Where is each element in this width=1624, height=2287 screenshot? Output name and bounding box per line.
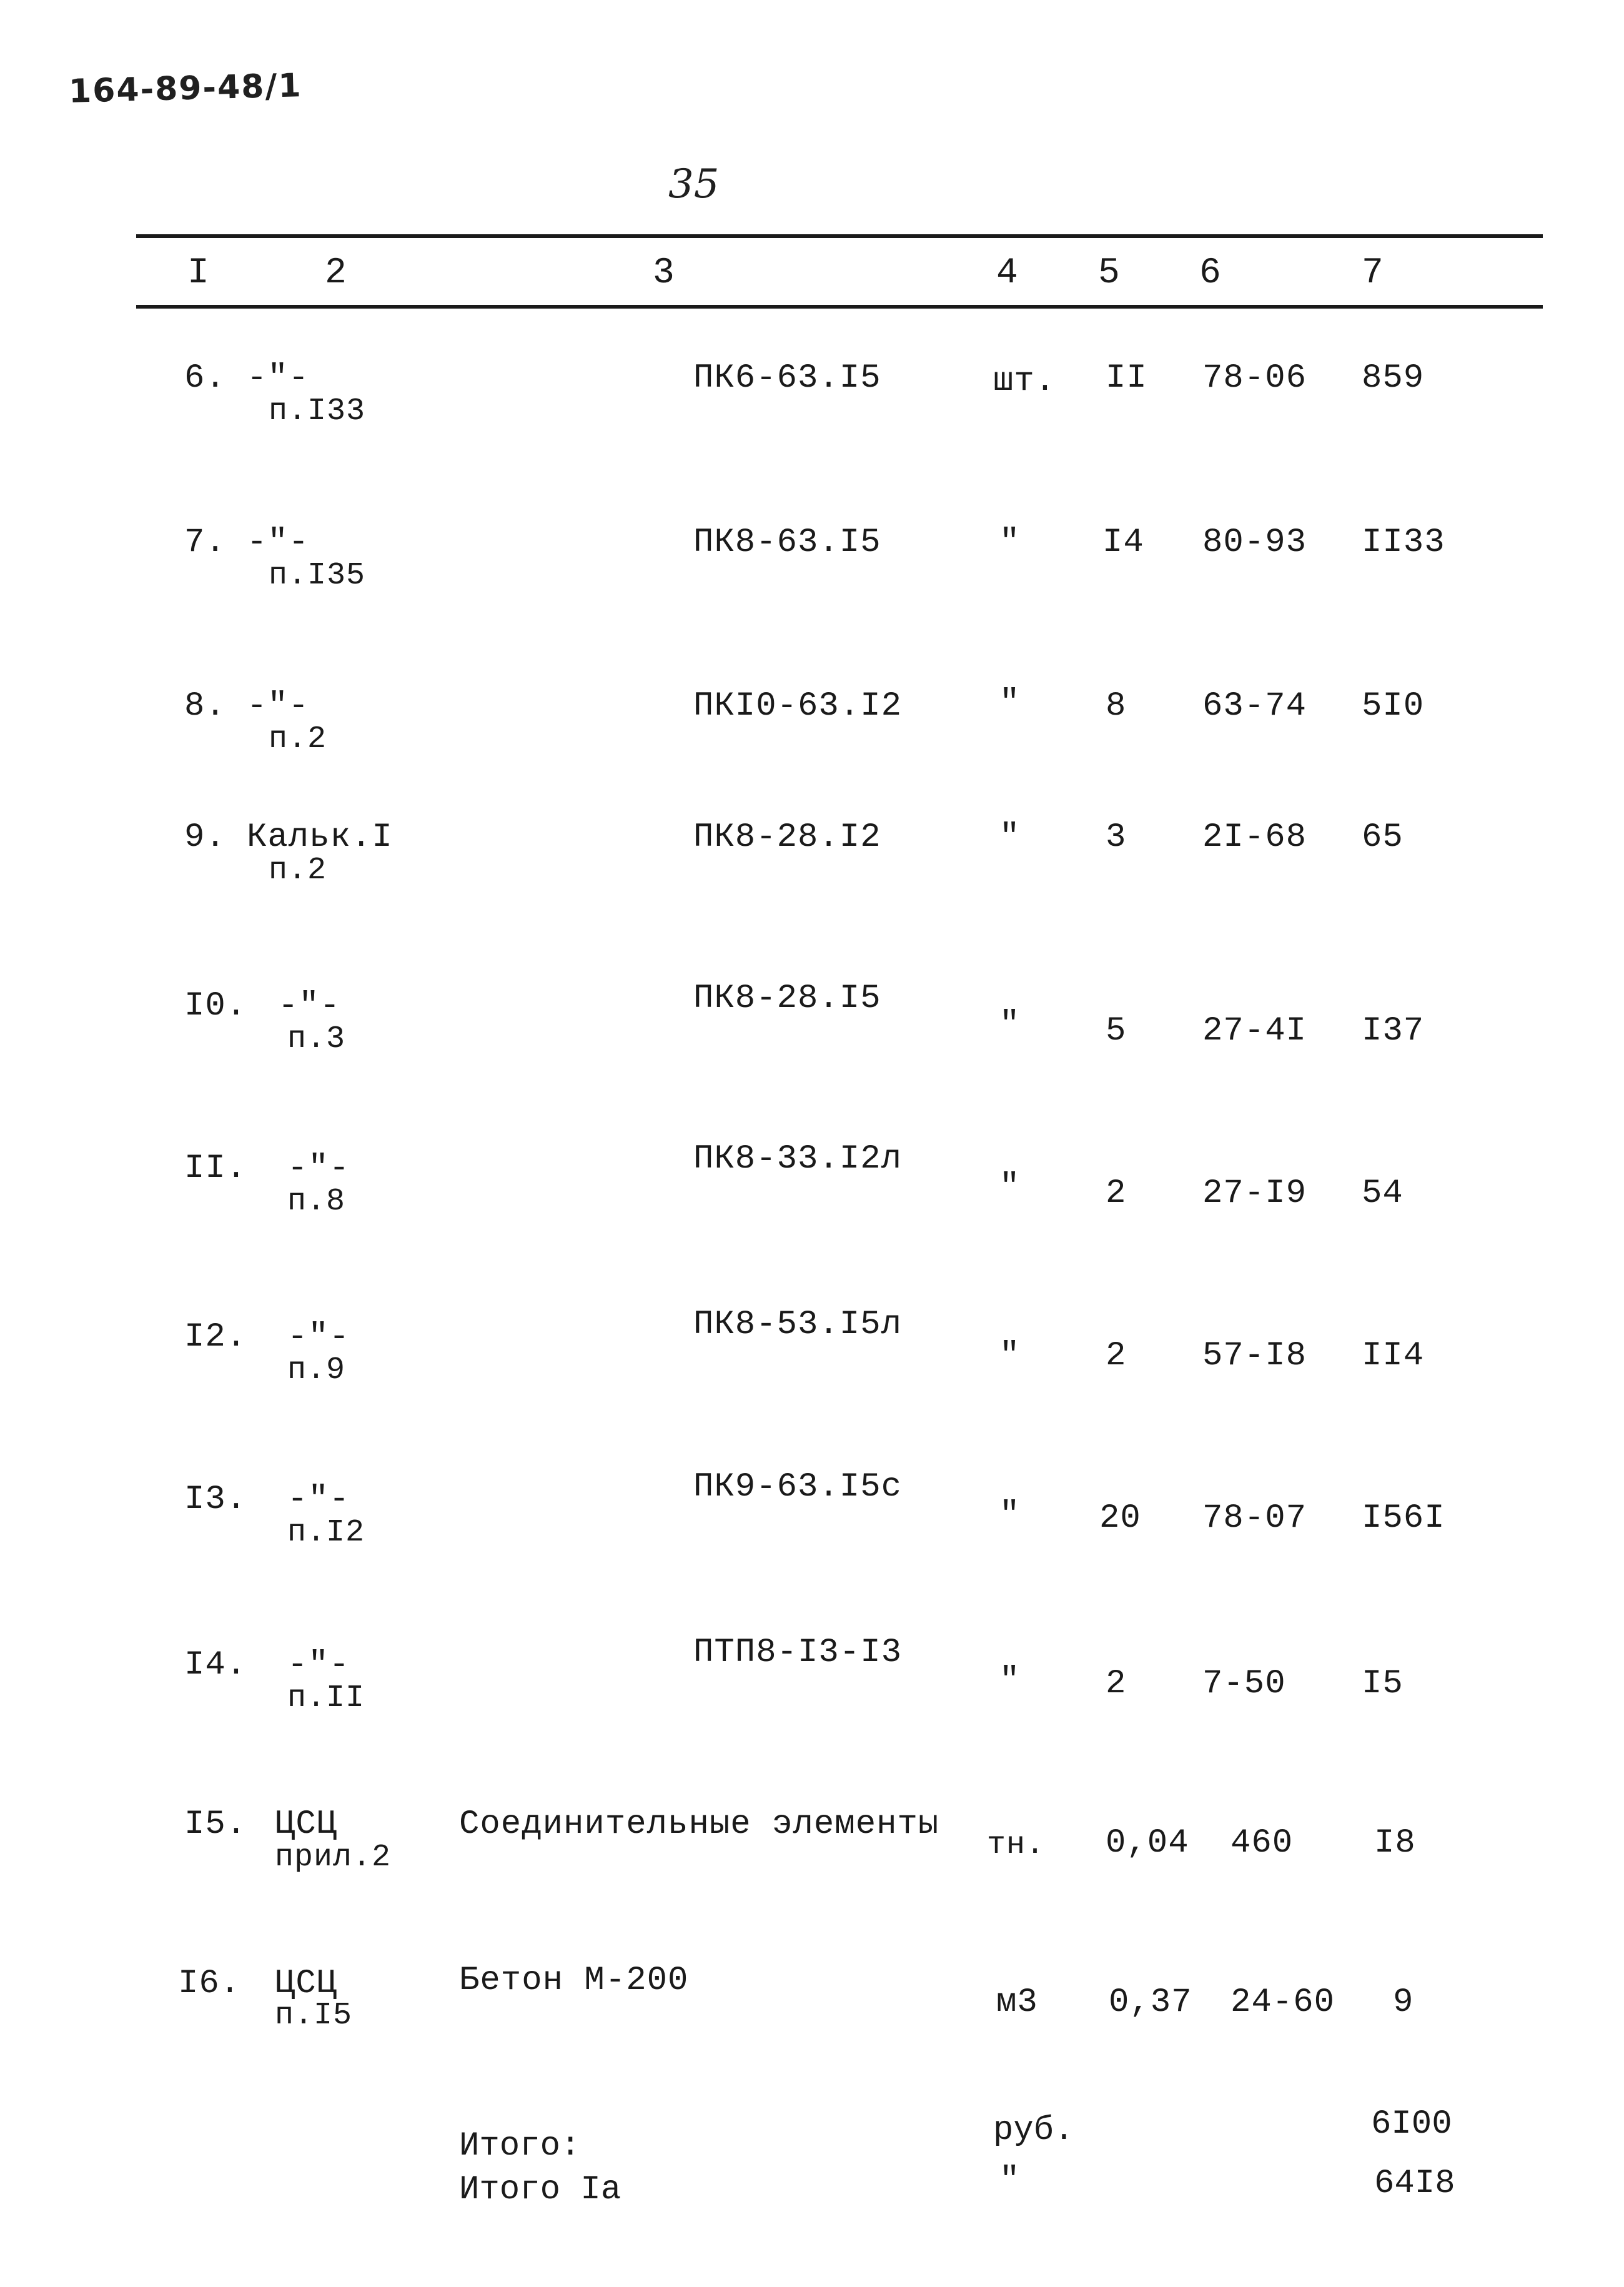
- row-name: Бетон М-200: [459, 1962, 689, 2000]
- row-price: 78-06: [1202, 359, 1307, 397]
- row-number: 6.: [184, 359, 226, 397]
- row-quantity: 20: [1099, 1499, 1141, 1537]
- row-quantity: 5: [1106, 1012, 1127, 1050]
- row-reference-item: п.3: [287, 1021, 346, 1057]
- row-quantity: II: [1106, 359, 1147, 397]
- row-name: ПКI0-63.I2: [693, 687, 903, 725]
- row-quantity: 0,37: [1109, 1983, 1192, 2022]
- table-top-rule: [136, 234, 1543, 238]
- row-cost: 5I0: [1362, 687, 1425, 725]
- row-unit: ": [999, 1006, 1021, 1044]
- row-quantity: 0,04: [1106, 1824, 1189, 1862]
- row-unit: тн.: [987, 1827, 1046, 1863]
- row-number: I2.: [184, 1318, 247, 1356]
- row-unit: ": [999, 684, 1021, 722]
- row-number: I5.: [184, 1805, 247, 1843]
- row-quantity: 2: [1106, 1174, 1127, 1213]
- header-col-2: 2: [325, 253, 347, 294]
- row-reference: -"-: [287, 1318, 350, 1356]
- row-number: 7.: [184, 523, 226, 562]
- row-number: I6.: [178, 1965, 241, 2003]
- document-id: 164-89-48/1: [68, 67, 303, 111]
- total-unit: ": [999, 2161, 1020, 2200]
- row-reference-item: п.I35: [269, 558, 366, 593]
- row-reference: -"-: [247, 359, 310, 397]
- row-cost: I56I: [1362, 1499, 1445, 1537]
- row-reference: -"-: [247, 687, 310, 725]
- row-unit: ": [999, 523, 1021, 562]
- row-cost: 65: [1362, 818, 1404, 856]
- row-unit: ": [999, 1496, 1021, 1534]
- row-name: ПК8-53.I5л: [693, 1306, 903, 1344]
- row-reference-item: п.I33: [269, 394, 366, 429]
- row-price: 27-I9: [1202, 1174, 1307, 1213]
- row-reference-item: п.2: [269, 853, 327, 888]
- row-price: 78-07: [1202, 1499, 1307, 1537]
- row-cost: II4: [1362, 1337, 1425, 1375]
- row-price: 2I-68: [1202, 818, 1307, 856]
- row-reference-item: прил.2: [275, 1840, 392, 1875]
- row-reference-item: п.8: [287, 1184, 346, 1219]
- header-col-4: 4: [996, 253, 1018, 294]
- row-quantity: 3: [1106, 818, 1127, 856]
- row-number: I0.: [184, 987, 247, 1025]
- row-reference: -"-: [287, 1646, 350, 1684]
- row-unit: м3: [996, 1983, 1038, 2022]
- row-reference-item: п.I2: [287, 1515, 365, 1550]
- row-number: 9.: [184, 818, 226, 856]
- row-reference: ЦСЦ: [275, 1965, 338, 2003]
- row-name: ПК8-28.I5: [693, 980, 881, 1018]
- row-price: 27-4I: [1202, 1012, 1307, 1050]
- row-reference-item: п.II: [287, 1680, 365, 1716]
- row-reference-item: п.9: [287, 1352, 346, 1388]
- table-header-rule: [136, 305, 1543, 309]
- row-unit: ": [999, 818, 1021, 856]
- row-price: 460: [1230, 1824, 1294, 1862]
- row-name: Соединительные элементы: [459, 1805, 939, 1843]
- row-price: 80-93: [1202, 523, 1307, 562]
- row-cost: I8: [1374, 1824, 1416, 1862]
- row-price: 57-I8: [1202, 1337, 1307, 1375]
- row-reference: ЦСЦ: [275, 1805, 338, 1843]
- row-price: 24-60: [1230, 1983, 1335, 2022]
- row-reference: -"-: [278, 987, 341, 1025]
- row-name: ПК8-28.I2: [693, 818, 881, 856]
- row-cost: I5: [1362, 1665, 1404, 1703]
- total-value: 6I00: [1371, 2105, 1452, 2143]
- row-cost: I37: [1362, 1012, 1425, 1050]
- row-quantity: I4: [1102, 523, 1144, 562]
- row-number: I3.: [184, 1481, 247, 1519]
- row-number: I4.: [184, 1646, 247, 1684]
- row-number: 8.: [184, 687, 226, 725]
- row-name: ПК8-33.I2л: [693, 1140, 903, 1178]
- header-col-5: 5: [1098, 253, 1120, 294]
- row-reference-item: п.2: [269, 722, 327, 757]
- row-name: ПК9-63.I5с: [693, 1468, 903, 1506]
- header-col-1: I: [187, 253, 209, 294]
- row-quantity: 2: [1106, 1665, 1127, 1703]
- row-name: ПТП8-I3-I3: [693, 1634, 903, 1672]
- row-name: ПК8-63.I5: [693, 523, 881, 562]
- total-label: Итого Iа: [459, 2171, 621, 2209]
- row-reference: -"-: [247, 523, 310, 562]
- row-reference: -"-: [287, 1481, 350, 1519]
- row-quantity: 8: [1106, 687, 1127, 725]
- row-price: 7-50: [1202, 1665, 1286, 1703]
- row-reference-item: п.I5: [275, 1998, 353, 2033]
- header-col-7: 7: [1362, 253, 1384, 294]
- total-unit: руб.: [993, 2111, 1074, 2150]
- row-unit: ": [999, 1168, 1021, 1206]
- header-col-6: 6: [1199, 253, 1221, 294]
- row-reference: Кальк.I: [247, 818, 393, 856]
- page-number: 35: [668, 161, 720, 207]
- row-quantity: 2: [1106, 1337, 1127, 1375]
- row-name: ПК6-63.I5: [693, 359, 881, 397]
- total-label: Итого:: [459, 2127, 581, 2165]
- row-price: 63-74: [1202, 687, 1307, 725]
- row-cost: 54: [1362, 1174, 1404, 1213]
- row-unit: ": [999, 1337, 1021, 1375]
- row-number: II.: [184, 1149, 247, 1188]
- row-cost: II33: [1362, 523, 1445, 562]
- row-unit: шт.: [993, 362, 1056, 400]
- row-cost: 859: [1362, 359, 1425, 397]
- row-unit: ": [999, 1662, 1021, 1700]
- row-reference: -"-: [287, 1149, 350, 1188]
- header-col-3: 3: [653, 253, 675, 294]
- total-value: 64I8: [1374, 2165, 1455, 2203]
- row-cost: 9: [1393, 1983, 1414, 2022]
